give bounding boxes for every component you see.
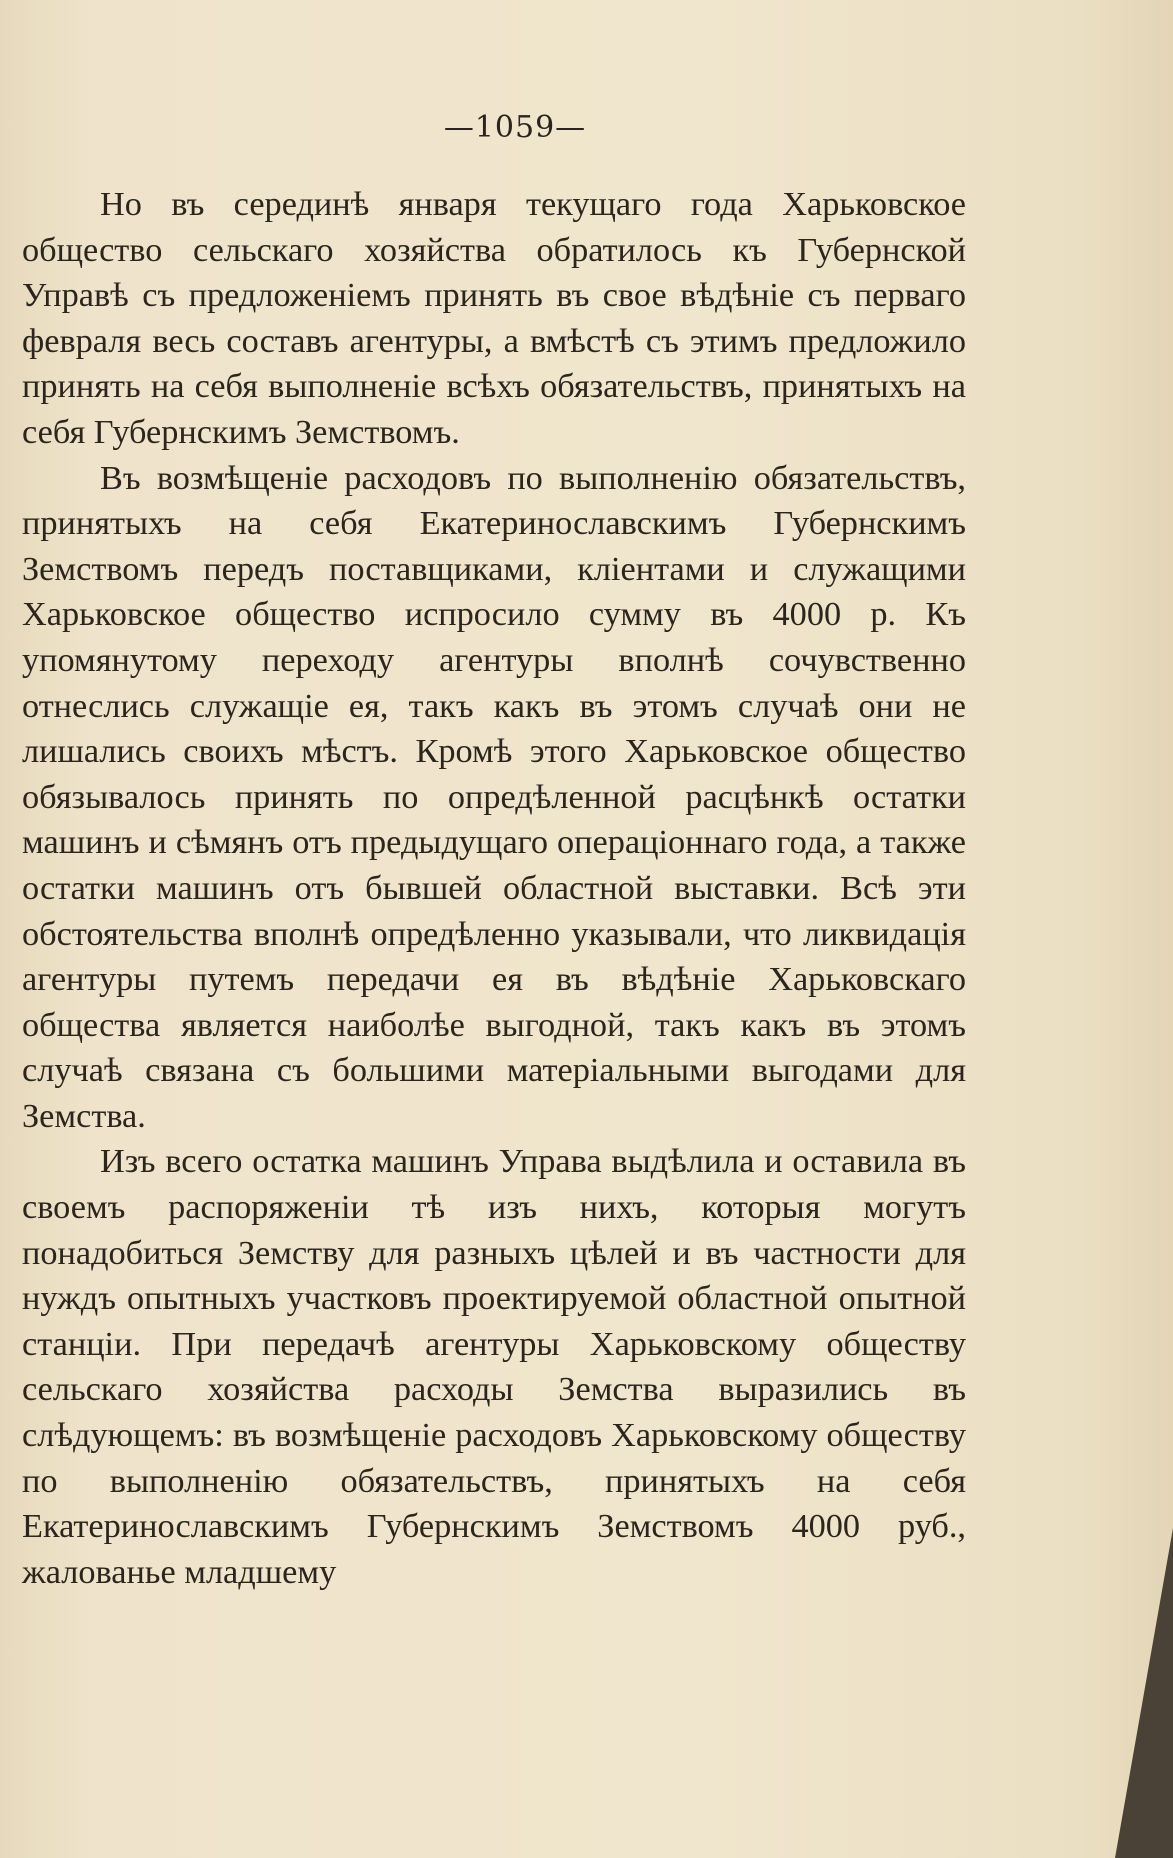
paragraph-2: Въ возмѣщеніе расходовъ по выполненію обязательствъ, принятыхъ на себя Екатеринославскимъ Губернскимъ Земствомъ передъ поставщиками, кліентами и служащими Харьковское общество испросило сумму въ 4000 р. Къ упомянутому переходу агентуры вполнѣ сочувственно отнеслись служащіе ея, такъ какъ въ этомъ случаѣ они не лишались своихъ мѣстъ. Кромѣ этого Харьковское общество обязывалось принять по опредѣленной расцѣнкѣ остатки машинъ и сѣмянъ отъ предыдущаго операціоннаго года, а также остатки машинъ отъ бывшей областной выставки. Всѣ эти обстоятельства вполнѣ опредѣленно указывали, что ликвидація агентуры путемъ передачи ея въ вѣдѣніе Харьковскаго общества является наиболѣе выгодной, такъ какъ въ этомъ случаѣ связана съ большими матеріальными выгодами для Земства. (22, 458, 966, 1135)
page-number: —1059— (443, 110, 587, 145)
paragraph-3: Изъ всего остатка машинъ Управа выдѣлила и оставила въ своемъ распоряженіи тѣ изъ нихъ, которыя могутъ понадобиться Земству для разныхъ цѣлей и въ частности для нуждъ опытныхъ участковъ проектируемой областной опытной станціи. При передачѣ агентуры Харьковскому обществу сельскаго хозяйства расходы Земства выразились въ слѣдующемъ: въ возмѣщеніе расходовъ Харьковскому обществу по выполненію обязательствъ, принятыхъ на себя Екатеринославскимъ Губернскимъ Земствомъ 4000 руб., жалованье младшему (22, 1142, 966, 1591)
body-text (22, 182, 966, 1595)
paragraph-1: Но въ серединѣ января текущаго года Харьковское общество сельскаго хозяйства обратилось къ Губернской Управѣ съ предложеніемъ принять въ свое вѣдѣніе съ перваго февраля весь составъ агентуры, а вмѣстѣ съ этимъ предложило принять на себя выполненіе всѣхъ обязательствъ, принятыхъ на себя Губернскимъ Земствомъ. (22, 185, 966, 451)
page-corner-shadow (1115, 1528, 1173, 1858)
